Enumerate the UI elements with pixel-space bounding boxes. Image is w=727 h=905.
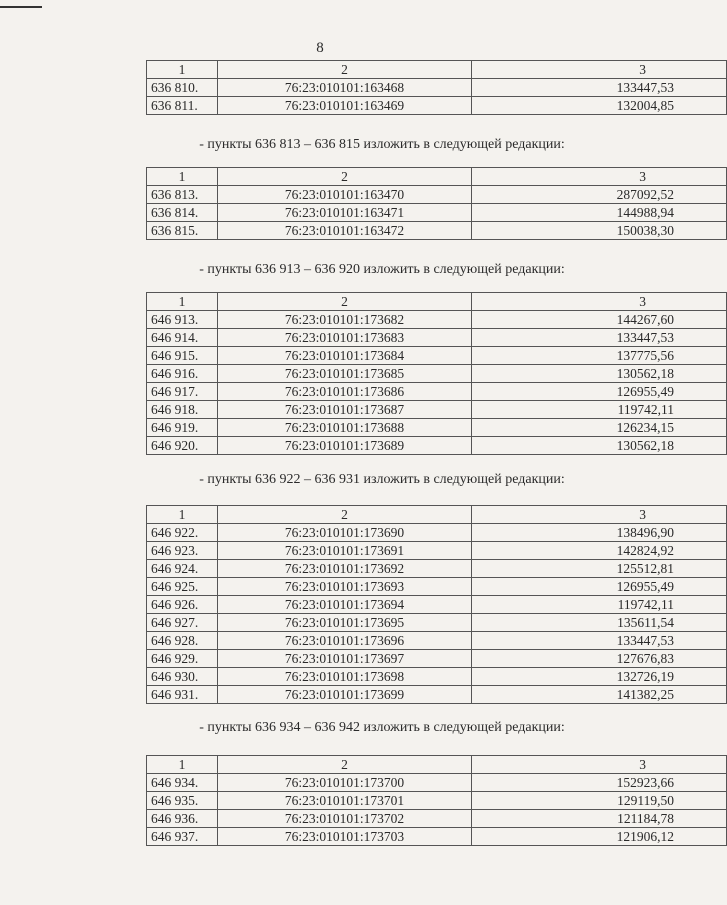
cadastral-number: 76:23:010101:173685 <box>218 365 472 383</box>
value-cell: 135611,54 <box>472 614 727 632</box>
table-row <box>147 437 727 455</box>
table-header-row <box>147 506 727 524</box>
header-col-1: 1 <box>147 756 218 774</box>
cadastral-number: 76:23:010101:173699 <box>218 686 472 704</box>
amendment-note <box>0 262 640 278</box>
row-number: 646 929. <box>147 650 218 668</box>
value-cell: 133447,53 <box>472 632 727 650</box>
cadastral-number: 76:23:010101:173700 <box>218 774 472 792</box>
row-number: 636 813. <box>147 186 218 204</box>
value-cell: 287092,52 <box>472 186 727 204</box>
table-block-3 <box>146 505 674 704</box>
cadastral-number: 76:23:010101:173687 <box>218 401 472 419</box>
value-cell: 130562,18 <box>472 365 727 383</box>
value-cell: 144267,60 <box>472 311 727 329</box>
value-cell: 141382,25 <box>472 686 727 704</box>
cadastral-number: 76:23:010101:173689 <box>218 437 472 455</box>
amendment-note-text: - пункты 636 934 – 636 942 изложить в следующей редакции: <box>199 720 565 735</box>
cadastral-table <box>146 292 727 455</box>
header-col-3: 3 <box>472 756 727 774</box>
row-number: 646 924. <box>147 560 218 578</box>
cadastral-number: 76:23:010101:173698 <box>218 668 472 686</box>
table-row <box>147 792 727 810</box>
cadastral-number: 76:23:010101:173691 <box>218 542 472 560</box>
table-header-row <box>147 61 727 79</box>
value-cell: 133447,53 <box>472 79 727 97</box>
value-cell: 129119,50 <box>472 792 727 810</box>
table-row <box>147 365 727 383</box>
amendment-note <box>0 720 640 736</box>
cadastral-number: 76:23:010101:163471 <box>218 204 472 222</box>
header-col-1: 1 <box>147 293 218 311</box>
table-row <box>147 578 727 596</box>
table-row <box>147 524 727 542</box>
value-cell: 133447,53 <box>472 329 727 347</box>
table-row <box>147 632 727 650</box>
table-row <box>147 347 727 365</box>
table-row <box>147 204 727 222</box>
header-col-3: 3 <box>472 61 727 79</box>
page-number: 8 <box>316 40 324 56</box>
header-col-2: 2 <box>218 506 472 524</box>
header-col-1: 1 <box>147 61 218 79</box>
row-number: 646 922. <box>147 524 218 542</box>
value-cell: 126955,49 <box>472 383 727 401</box>
cadastral-number: 76:23:010101:173697 <box>218 650 472 668</box>
table-row <box>147 97 727 115</box>
table-row <box>147 774 727 792</box>
table-row <box>147 686 727 704</box>
table-header-row <box>147 293 727 311</box>
table-row <box>147 650 727 668</box>
header-col-2: 2 <box>218 168 472 186</box>
row-number: 646 931. <box>147 686 218 704</box>
cadastral-number: 76:23:010101:173696 <box>218 632 472 650</box>
table-row <box>147 186 727 204</box>
row-number: 646 913. <box>147 311 218 329</box>
header-col-2: 2 <box>218 61 472 79</box>
page-corner-mark <box>0 6 42 8</box>
cadastral-number: 76:23:010101:163469 <box>218 97 472 115</box>
table-row <box>147 614 727 632</box>
value-cell: 119742,11 <box>472 401 727 419</box>
row-number: 636 811. <box>147 97 218 115</box>
cadastral-number: 76:23:010101:173684 <box>218 347 472 365</box>
table-row <box>147 560 727 578</box>
row-number: 646 918. <box>147 401 218 419</box>
header-col-1: 1 <box>147 168 218 186</box>
table-row <box>147 828 727 846</box>
row-number: 636 810. <box>147 79 218 97</box>
row-number: 646 930. <box>147 668 218 686</box>
cadastral-number: 76:23:010101:173692 <box>218 560 472 578</box>
header-col-3: 3 <box>472 293 727 311</box>
header-col-1: 1 <box>147 506 218 524</box>
row-number: 646 928. <box>147 632 218 650</box>
table-row <box>147 542 727 560</box>
table-row <box>147 383 727 401</box>
table-row <box>147 222 727 240</box>
table-block-0 <box>146 60 674 115</box>
amendment-note-text: - пункты 636 813 – 636 815 изложить в следующей редакции: <box>199 137 565 152</box>
row-number: 646 934. <box>147 774 218 792</box>
cadastral-table <box>146 60 727 115</box>
value-cell: 142824,92 <box>472 542 727 560</box>
table-row <box>147 311 727 329</box>
table-row <box>147 401 727 419</box>
row-number: 646 927. <box>147 614 218 632</box>
cadastral-number: 76:23:010101:173693 <box>218 578 472 596</box>
cadastral-table <box>146 755 727 846</box>
row-number: 646 920. <box>147 437 218 455</box>
value-cell: 126955,49 <box>472 578 727 596</box>
cadastral-number: 76:23:010101:173683 <box>218 329 472 347</box>
table-block-4 <box>146 755 674 846</box>
row-number: 646 916. <box>147 365 218 383</box>
table-row <box>147 79 727 97</box>
row-number: 646 936. <box>147 810 218 828</box>
cadastral-number: 76:23:010101:173701 <box>218 792 472 810</box>
table-header-row <box>147 168 727 186</box>
table-row <box>147 419 727 437</box>
value-cell: 121184,78 <box>472 810 727 828</box>
value-cell: 132004,85 <box>472 97 727 115</box>
cadastral-number: 76:23:010101:163468 <box>218 79 472 97</box>
table-row <box>147 596 727 614</box>
cadastral-number: 76:23:010101:163472 <box>218 222 472 240</box>
table-row <box>147 668 727 686</box>
table-row <box>147 329 727 347</box>
table-row <box>147 810 727 828</box>
value-cell: 150038,30 <box>472 222 727 240</box>
row-number: 646 926. <box>147 596 218 614</box>
row-number: 646 925. <box>147 578 218 596</box>
amendment-note <box>0 472 640 488</box>
value-cell: 126234,15 <box>472 419 727 437</box>
cadastral-number: 76:23:010101:173686 <box>218 383 472 401</box>
row-number: 636 815. <box>147 222 218 240</box>
cadastral-number: 76:23:010101:173703 <box>218 828 472 846</box>
row-number: 646 919. <box>147 419 218 437</box>
table-header-row <box>147 756 727 774</box>
cadastral-number: 76:23:010101:173702 <box>218 810 472 828</box>
row-number: 646 917. <box>147 383 218 401</box>
amendment-note <box>0 137 640 153</box>
cadastral-number: 76:23:010101:163470 <box>218 186 472 204</box>
value-cell: 137775,56 <box>472 347 727 365</box>
row-number: 636 814. <box>147 204 218 222</box>
value-cell: 130562,18 <box>472 437 727 455</box>
value-cell: 138496,90 <box>472 524 727 542</box>
row-number: 646 914. <box>147 329 218 347</box>
row-number: 646 915. <box>147 347 218 365</box>
cadastral-number: 76:23:010101:173688 <box>218 419 472 437</box>
value-cell: 119742,11 <box>472 596 727 614</box>
row-number: 646 923. <box>147 542 218 560</box>
value-cell: 125512,81 <box>472 560 727 578</box>
cadastral-table <box>146 167 727 240</box>
value-cell: 121906,12 <box>472 828 727 846</box>
cadastral-number: 76:23:010101:173682 <box>218 311 472 329</box>
header-col-2: 2 <box>218 756 472 774</box>
header-col-3: 3 <box>472 168 727 186</box>
amendment-note-text: - пункты 636 913 – 636 920 изложить в следующей редакции: <box>199 262 565 277</box>
amendment-note-text: - пункты 636 922 – 636 931 изложить в следующей редакции: <box>199 472 565 487</box>
table-block-1 <box>146 167 674 240</box>
header-col-2: 2 <box>218 293 472 311</box>
cadastral-table <box>146 505 727 704</box>
cadastral-number: 76:23:010101:173690 <box>218 524 472 542</box>
cadastral-number: 76:23:010101:173695 <box>218 614 472 632</box>
value-cell: 127676,83 <box>472 650 727 668</box>
value-cell: 144988,94 <box>472 204 727 222</box>
row-number: 646 935. <box>147 792 218 810</box>
header-col-3: 3 <box>472 506 727 524</box>
value-cell: 132726,19 <box>472 668 727 686</box>
table-block-2 <box>146 292 674 455</box>
value-cell: 152923,66 <box>472 774 727 792</box>
row-number: 646 937. <box>147 828 218 846</box>
cadastral-number: 76:23:010101:173694 <box>218 596 472 614</box>
